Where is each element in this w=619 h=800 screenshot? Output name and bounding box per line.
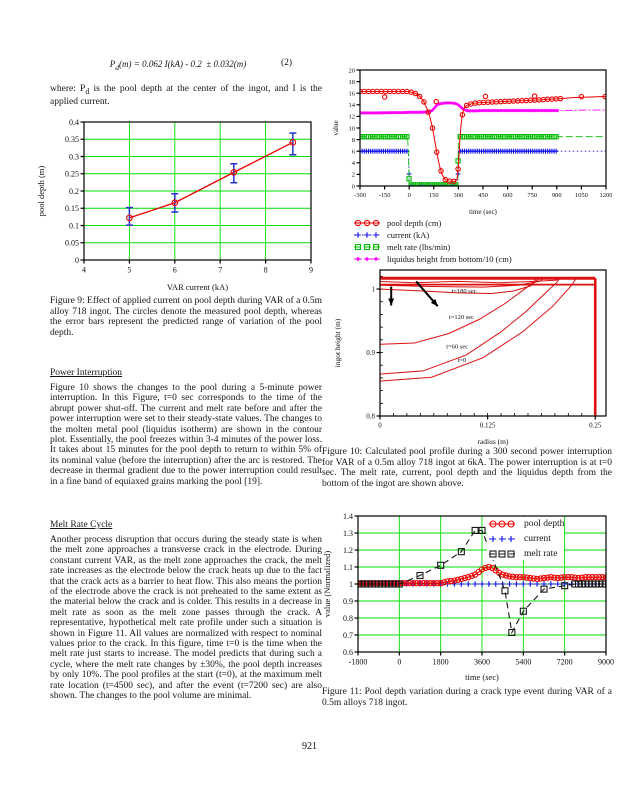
liquidus-marker-icon bbox=[352, 254, 382, 264]
legend-item-current bbox=[352, 229, 512, 240]
svg-text:0.4: 0.4 bbox=[69, 117, 79, 127]
svg-text:value (Normalized): value (Normalized) bbox=[322, 550, 332, 618]
svg-text:16: 16 bbox=[348, 90, 355, 98]
svg-text:6: 6 bbox=[351, 148, 355, 156]
svg-text:20: 20 bbox=[348, 67, 355, 75]
svg-text:9000: 9000 bbox=[598, 657, 614, 667]
svg-text:5: 5 bbox=[127, 265, 132, 275]
svg-text:0.2: 0.2 bbox=[69, 186, 79, 196]
legend-item-melt-rate bbox=[487, 547, 564, 560]
svg-text:-300: -300 bbox=[354, 192, 366, 199]
page-number: 921 bbox=[302, 741, 317, 752]
svg-text:0.25: 0.25 bbox=[589, 421, 602, 430]
legend-label: melt rate bbox=[524, 548, 558, 559]
legend-label: current (kA) bbox=[387, 229, 430, 240]
legend-label: melt rate (lbs/min) bbox=[387, 241, 451, 252]
svg-text:t=60 sec: t=60 sec bbox=[446, 343, 469, 351]
svg-text:value: value bbox=[332, 120, 340, 136]
svg-text:0.6: 0.6 bbox=[343, 647, 353, 657]
legend-label: liquidus height from bottom/10 (cm) bbox=[387, 253, 512, 264]
svg-text:VAR current (kA): VAR current (kA) bbox=[166, 282, 229, 292]
melt-rate-marker-icon bbox=[352, 242, 382, 252]
svg-text:5400: 5400 bbox=[515, 657, 532, 667]
svg-text:t=180 sec: t=180 sec bbox=[451, 287, 477, 295]
svg-text:0.8: 0.8 bbox=[343, 613, 353, 623]
current-marker-icon bbox=[487, 534, 517, 544]
figure9-chart bbox=[36, 116, 323, 292]
svg-text:600: 600 bbox=[502, 192, 513, 199]
svg-text:radius (m): radius (m) bbox=[477, 437, 509, 446]
legend-label: pool depth bbox=[524, 518, 565, 529]
svg-text:1800: 1800 bbox=[432, 657, 449, 667]
figure10-legend bbox=[352, 217, 512, 264]
legend-item-current bbox=[487, 532, 564, 545]
power-interruption-paragraph: Figure 10 shows the changes to the pool during a 5-minute power interruption. In this Figure, t=0 sec corresponds to the time of the abrupt power shut-off. The current and melt rate before and after the power interruption were set to their steady-state values. The changes to the molten metal pool (liquidus isotherm) are shown in the contour plot. Essentially, the pool freezes within 3-4 minutes of the power loss. It takes about 15 minutes for the pool depth to return to within 5% of its nominal value (before the interruption) after the arc is restored. The decrease in thermal gradient due to the power interruption could result in a fine band of equiaxed grains marking the pool [19]. bbox=[50, 383, 322, 487]
where-rest: is the pool depth at the center of the ingot, and I is the applied current. bbox=[50, 84, 322, 108]
equation bbox=[88, 59, 268, 72]
svg-text:8: 8 bbox=[351, 136, 355, 144]
svg-text:18: 18 bbox=[348, 78, 355, 86]
where-subscript: d bbox=[85, 86, 90, 96]
figure11-caption: Figure 11: Pool depth variation during a crack type event during VAR of a 0.5m alloys 718 ingot. bbox=[322, 687, 612, 708]
svg-text:1.1: 1.1 bbox=[343, 562, 353, 572]
svg-text:-1800: -1800 bbox=[348, 657, 368, 667]
svg-text:9: 9 bbox=[309, 265, 313, 275]
svg-text:1050: 1050 bbox=[574, 192, 588, 199]
pool-depth-marker-icon bbox=[487, 519, 517, 529]
equation-tolerance: ± 0.032(m) bbox=[206, 59, 247, 69]
where-paragraph bbox=[50, 84, 322, 108]
svg-text:-150: -150 bbox=[378, 192, 391, 199]
figure10-caption: Figure 10: Calculated pool profile during a 300 second power interruption for VAR of a 0.5m alloy 718 ingot at 6kA. The power interruption is at t=0 sec. The melt rate, current, pool depth and the liquidus depth from the bottom of the ingot are shown above. bbox=[322, 447, 612, 489]
svg-text:7: 7 bbox=[218, 265, 223, 275]
svg-text:time (sec): time (sec) bbox=[469, 208, 497, 216]
svg-text:1.4: 1.4 bbox=[343, 511, 353, 521]
section-heading-power-interruption: Power Interruption bbox=[50, 368, 123, 378]
svg-text:0.15: 0.15 bbox=[65, 204, 79, 214]
svg-text:0.9: 0.9 bbox=[343, 596, 353, 606]
svg-text:0: 0 bbox=[397, 657, 402, 667]
section-heading-melt-rate-cycle: Melt Rate Cycle bbox=[50, 520, 113, 530]
figure10-contour-chart bbox=[332, 266, 612, 446]
svg-text:6: 6 bbox=[172, 265, 177, 275]
svg-text:750: 750 bbox=[527, 192, 538, 199]
svg-text:1.3: 1.3 bbox=[343, 528, 353, 538]
svg-text:900: 900 bbox=[551, 192, 562, 199]
svg-text:0: 0 bbox=[75, 255, 79, 265]
svg-text:0.1: 0.1 bbox=[69, 221, 79, 231]
svg-text:0.35: 0.35 bbox=[65, 135, 79, 145]
svg-text:time (sec): time (sec) bbox=[465, 672, 499, 682]
svg-text:3600: 3600 bbox=[474, 657, 490, 667]
svg-text:4: 4 bbox=[351, 160, 355, 168]
svg-text:14: 14 bbox=[348, 102, 355, 110]
svg-text:300: 300 bbox=[453, 192, 464, 199]
svg-text:0.7: 0.7 bbox=[343, 630, 353, 640]
svg-text:t=120 sec: t=120 sec bbox=[448, 313, 475, 321]
current-marker-icon bbox=[352, 230, 382, 240]
svg-text:0.125: 0.125 bbox=[479, 421, 496, 430]
legend-item-pool-depth bbox=[487, 517, 564, 530]
figure11-legend bbox=[487, 517, 564, 560]
legend-item-liquidus bbox=[352, 253, 512, 264]
svg-text:0: 0 bbox=[351, 183, 355, 191]
figure11-chart bbox=[322, 510, 614, 682]
svg-text:2: 2 bbox=[351, 171, 355, 179]
svg-text:1: 1 bbox=[371, 285, 375, 294]
svg-text:10: 10 bbox=[348, 125, 355, 133]
figure9-caption: Figure 9: Effect of applied current on pool depth during VAR of a 0.5m alloy 718 ingot. The circles denote the measured pool depth, whereas the error bars represent the predicted range of variation of the pool depth. bbox=[50, 296, 322, 338]
svg-text:0.3: 0.3 bbox=[69, 152, 79, 162]
legend-item-melt-rate bbox=[352, 241, 512, 252]
svg-text:pool depth (m): pool depth (m) bbox=[36, 165, 46, 217]
svg-text:7200: 7200 bbox=[556, 657, 573, 667]
svg-text:t=0: t=0 bbox=[457, 357, 467, 365]
legend-label: pool depth (cm) bbox=[387, 217, 442, 228]
svg-text:0: 0 bbox=[407, 192, 411, 199]
equation-subscript: d bbox=[115, 62, 119, 72]
svg-text:1200: 1200 bbox=[599, 192, 612, 199]
svg-text:0.9: 0.9 bbox=[366, 348, 375, 357]
svg-text:0: 0 bbox=[378, 421, 382, 430]
legend-label: current bbox=[524, 533, 551, 544]
equation-number: (2) bbox=[281, 58, 293, 68]
svg-text:ingot height (m): ingot height (m) bbox=[333, 318, 342, 368]
svg-text:150: 150 bbox=[428, 192, 439, 199]
pool-depth-marker-icon bbox=[352, 218, 382, 228]
svg-text:8: 8 bbox=[263, 265, 268, 275]
svg-text:450: 450 bbox=[478, 192, 488, 199]
svg-text:1: 1 bbox=[349, 579, 353, 589]
svg-text:0.25: 0.25 bbox=[65, 169, 79, 179]
equation-body: (m) = 0.062 I(kA) - 0.2 bbox=[119, 59, 202, 69]
where-prefix: where: P bbox=[50, 84, 86, 94]
svg-text:12: 12 bbox=[348, 113, 355, 121]
figure10-timeseries-chart bbox=[330, 64, 612, 216]
legend-item-pool-depth bbox=[352, 217, 512, 228]
svg-text:4: 4 bbox=[82, 265, 86, 275]
svg-text:0.8: 0.8 bbox=[366, 412, 375, 421]
svg-text:0.05: 0.05 bbox=[65, 238, 79, 248]
svg-text:1.2: 1.2 bbox=[343, 545, 353, 555]
equation-lhs: P bbox=[109, 59, 116, 69]
melt-rate-cycle-paragraph: Another process disruption that occurs during the steady state is when the melt zone approaches a transverse crack in the electrode. During constant current VAR, as the melt zone approaches the crack, the melt rate increases as the electrode below the crack heats up due to the fact that the crack acts as a barrier to heat flow. This also means the portion of the electrode above the crack is not preheated to the same extent as the material below the crack and is colder. This results in a decrease in melt rate as soon as the melt zone passes through the crack. A representative, hypothetical melt rate profile under such a situation is shown in Figure 11. All values are normalized with respect to nominal values prior to the crack. In this figure, time t=0 is the time when the melt rate just starts to increase. The model predicts that during such a cycle, where the melt rate changes by ±30%, the pool depth increases by only 10%. The pool profiles at the start (t=0), at the maximum melt rate location (t=4500 sec), and after the event (t=7200 sec) are also shown. The changes to the pool volume are minimal. bbox=[50, 535, 322, 702]
melt-rate-marker-icon bbox=[487, 549, 517, 559]
